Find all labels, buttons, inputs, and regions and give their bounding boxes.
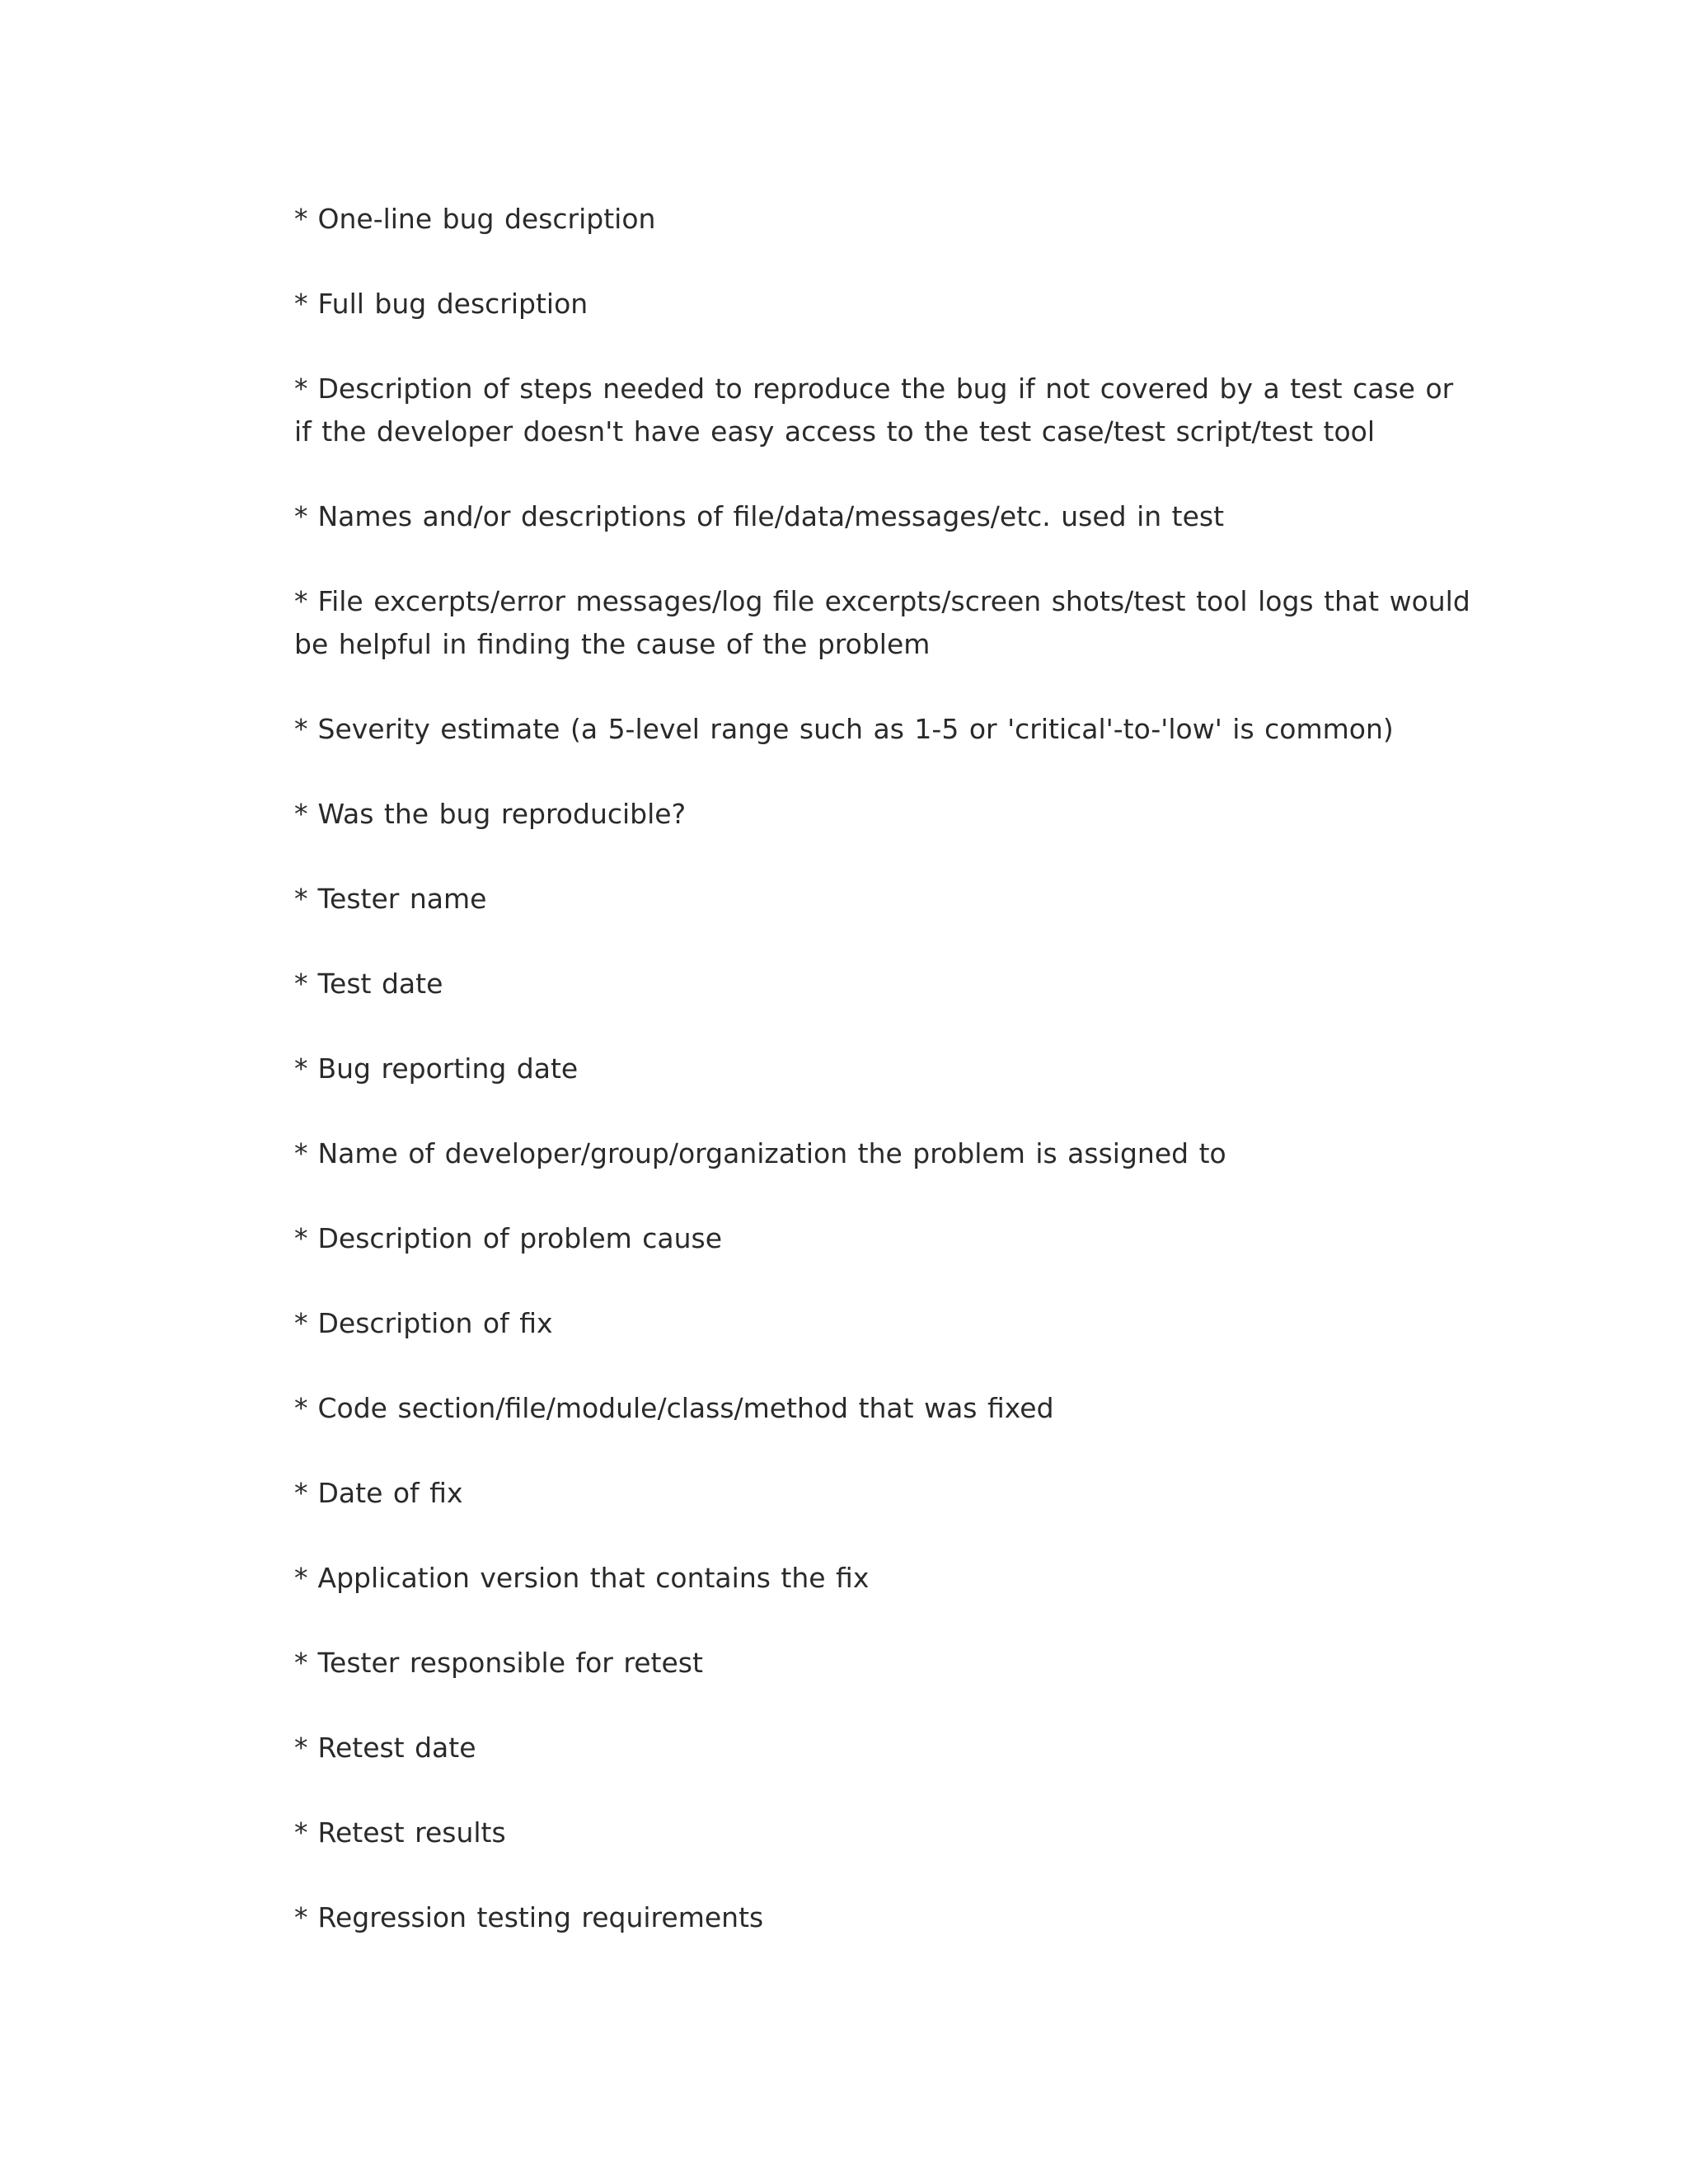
bullet-marker: * xyxy=(294,1052,308,1085)
list-item xyxy=(294,198,1473,241)
bullet-marker: * xyxy=(294,1137,308,1169)
list-item xyxy=(294,1811,1473,1854)
list-item-text: Date of fix xyxy=(317,1477,463,1509)
list-item-text: Was the bug reproducible? xyxy=(317,798,687,830)
bullet-marker: * xyxy=(294,883,308,915)
list-item xyxy=(294,1217,1473,1260)
list-item xyxy=(294,1132,1473,1175)
list-item xyxy=(294,963,1473,1005)
list-item-text: Test date xyxy=(317,968,443,1000)
bullet-marker: * xyxy=(294,713,308,745)
bullet-marker: * xyxy=(294,288,308,320)
bullet-marker: * xyxy=(294,1307,308,1339)
list-item-text: One-line bug description xyxy=(317,203,656,235)
list-item xyxy=(294,1642,1473,1685)
list-item-text: Description of steps needed to reproduce the bug if not covered by a test case or if the developer doesn't have easy access to the test case/test script/test tool xyxy=(294,373,1454,448)
list-item xyxy=(294,793,1473,836)
list-item xyxy=(294,1387,1473,1430)
list-item-text: Description of fix xyxy=(317,1307,553,1339)
list-item xyxy=(294,708,1473,751)
list-item xyxy=(294,580,1473,666)
list-item-text: Retest date xyxy=(317,1732,476,1764)
bullet-marker: * xyxy=(294,1647,308,1679)
list-item-text: Code section/file/module/class/method that was fixed xyxy=(317,1392,1054,1424)
bullet-marker: * xyxy=(294,585,308,617)
list-item xyxy=(294,368,1473,453)
list-item-text: Names and/or descriptions of file/data/messages/etc. used in test xyxy=(317,500,1225,532)
bullet-marker: * xyxy=(294,968,308,1000)
list-item-text: Tester responsible for retest xyxy=(317,1647,703,1679)
bullet-marker: * xyxy=(294,1392,308,1424)
list-item xyxy=(294,1047,1473,1090)
list-item-text: Application version that contains the fix xyxy=(317,1562,870,1594)
list-item xyxy=(294,1896,1473,1939)
list-item-text: Name of developer/group/organization the problem is assigned to xyxy=(317,1137,1226,1169)
list-item xyxy=(294,1727,1473,1769)
bullet-marker: * xyxy=(294,500,308,532)
list-item-text: File excerpts/error messages/log file excerpts/screen shots/test tool logs that would be helpful in finding the cause of the problem xyxy=(294,585,1470,660)
bullet-marker: * xyxy=(294,1732,308,1764)
list-item-text: Bug reporting date xyxy=(317,1052,579,1085)
bullet-marker: * xyxy=(294,798,308,830)
bullet-marker: * xyxy=(294,1901,308,1933)
list-item-text: Full bug description xyxy=(317,288,588,320)
list-item-text: Description of problem cause xyxy=(317,1222,723,1254)
list-item xyxy=(294,1472,1473,1515)
bullet-marker: * xyxy=(294,1562,308,1594)
list-item-text: Retest results xyxy=(317,1816,506,1849)
list-item xyxy=(294,495,1473,538)
bullet-marker: * xyxy=(294,203,308,235)
list-item-text: Tester name xyxy=(317,883,487,915)
bullet-marker: * xyxy=(294,1477,308,1509)
list-item-text: Regression testing requirements xyxy=(317,1901,764,1933)
bullet-marker: * xyxy=(294,1816,308,1849)
list-item xyxy=(294,1557,1473,1600)
bug-report-fields-list xyxy=(294,198,1473,1981)
list-item xyxy=(294,1302,1473,1345)
bullet-marker: * xyxy=(294,373,308,405)
bullet-marker: * xyxy=(294,1222,308,1254)
list-item xyxy=(294,878,1473,921)
list-item-text: Severity estimate (a 5-level range such as 1-5 or 'critical'-to-'low' is common) xyxy=(317,713,1394,745)
list-item xyxy=(294,283,1473,326)
